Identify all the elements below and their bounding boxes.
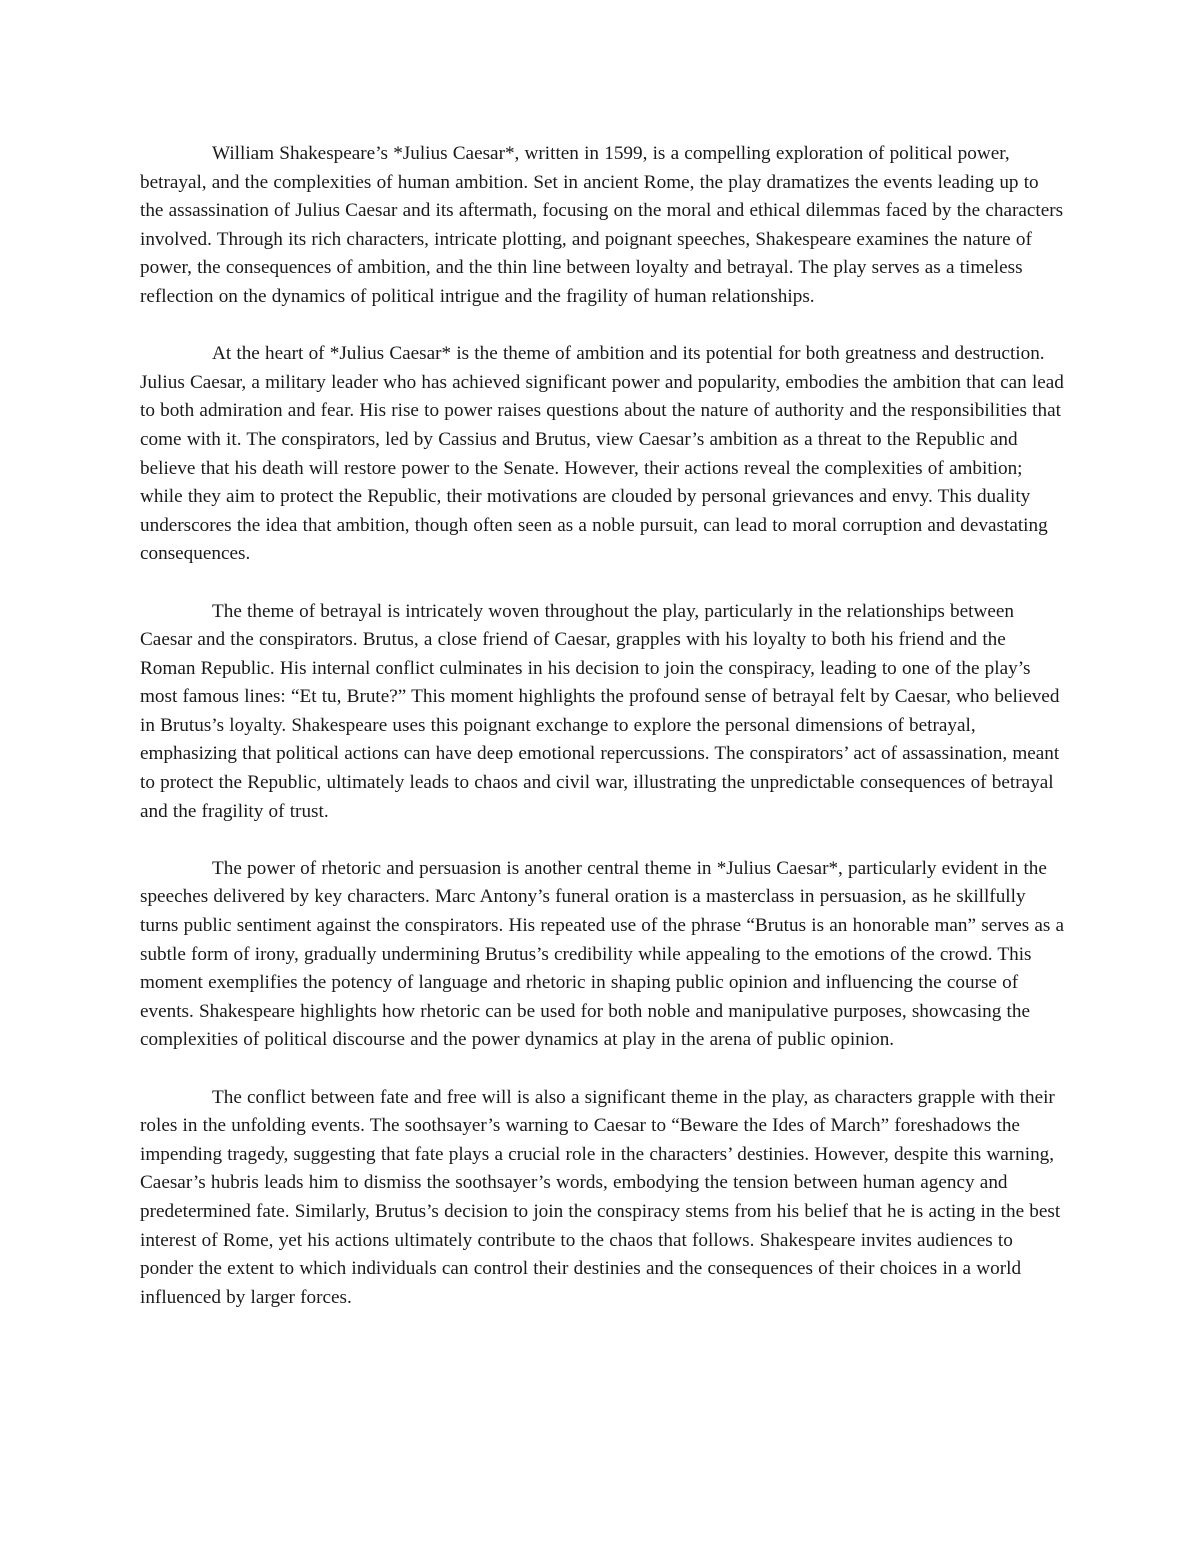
paragraph-betrayal: The theme of betrayal is intricately woven throughout the play, particularly in the relationships between Caesar and the conspirators. Brutus, a close friend of Caesar, grapples with his loyalty to both his friend and the Roman Republic. His internal conflict culminates in his decision to join the conspiracy, leading to one of the play’s most famous lines: “Et tu, Brute?” This moment highlights the profound sense of betrayal felt by Caesar, who believed in Brutus’s loyalty. Shakespeare uses this poignant exchange to explore the personal dimensions of betrayal, emphasizing that political actions can have deep emotional repercussions. The conspirators’ act of assassination, meant to protect the Republic, ultimately leads to chaos and civil war, illustrating the unpredictable consequences of betrayal and the fragility of trust. [140,600,1060,822]
paragraph-ambition: At the heart of *Julius Caesar* is the theme of ambition and its potential for both greatness and destruction. Julius Caesar, a military leader who has achieved significant power and popularity, embodies the ambition that can lead to both admiration and fear. His rise to power raises questions about the nature of authority and the responsibilities that come with it. The conspirators, led by Cassius and Brutus, view Caesar’s ambition as a threat to the Republic and believe that his death will restore power to the Senate. However, their actions reveal the complexities of ambition; while they aim to protect the Republic, their motivations are clouded by personal grievances and envy. This duality underscores the idea that ambition, though often seen as a noble pursuit, can lead to moral corruption and devastating consequences. [140,343,1064,565]
paragraph-rhetoric: The power of rhetoric and persuasion is another central theme in *Julius Caesar*, particularly evident in the speeches delivered by key characters. Marc Antony’s funeral oration is a masterclass in persuasion, as he skillfully turns public sentiment against the conspirators. His repeated use of the phrase “Brutus is an honorable man” serves as a subtle form of irony, gradually undermining Brutus’s credibility while appealing to the emotions of the crowd. This moment exemplifies the potency of language and rhetoric in shaping public opinion and influencing the course of events. Shakespeare highlights how rhetoric can be used for both noble and manipulative purposes, showcasing the complexities of political discourse and the power dynamics at play in the arena of public opinion. [140,857,1065,1051]
essay-body [140,140,1065,1341]
paragraph-fate-free-will: The conflict between fate and free will is also a significant theme in the play, as characters grapple with their roles in the unfolding events. The soothsayer’s warning to Caesar to “Beware the Ides of March” foreshadows the impending tragedy, suggesting that fate plays a crucial role in the characters’ destinies. However, despite this warning, Caesar’s hubris leads him to dismiss the soothsayer’s words, embodying the tension between human agency and predetermined fate. Similarly, Brutus’s decision to join the conspiracy stems from his belief that he is acting in the best interest of Rome, yet his actions ultimately contribute to the chaos that follows. Shakespeare invites audiences to ponder the extent to which individuals can control their destinies and the consequences of their choices in a world influenced by larger forces. [140,1086,1061,1308]
paragraph-introduction: William Shakespeare’s *Julius Caesar*, written in 1599, is a compelling exploration of political power, betrayal, and the complexities of human ambition. Set in ancient Rome, the play dramatizes the events leading up to the assassination of Julius Caesar and its aftermath, focusing on the moral and ethical dilemmas faced by the characters involved. Through its rich characters, intricate plotting, and poignant speeches, Shakespeare examines the nature of power, the consequences of ambition, and the thin line between loyalty and betrayal. The play serves as a timeless reflection on the dynamics of political intrigue and the fragility of human relationships. [140,143,1064,307]
